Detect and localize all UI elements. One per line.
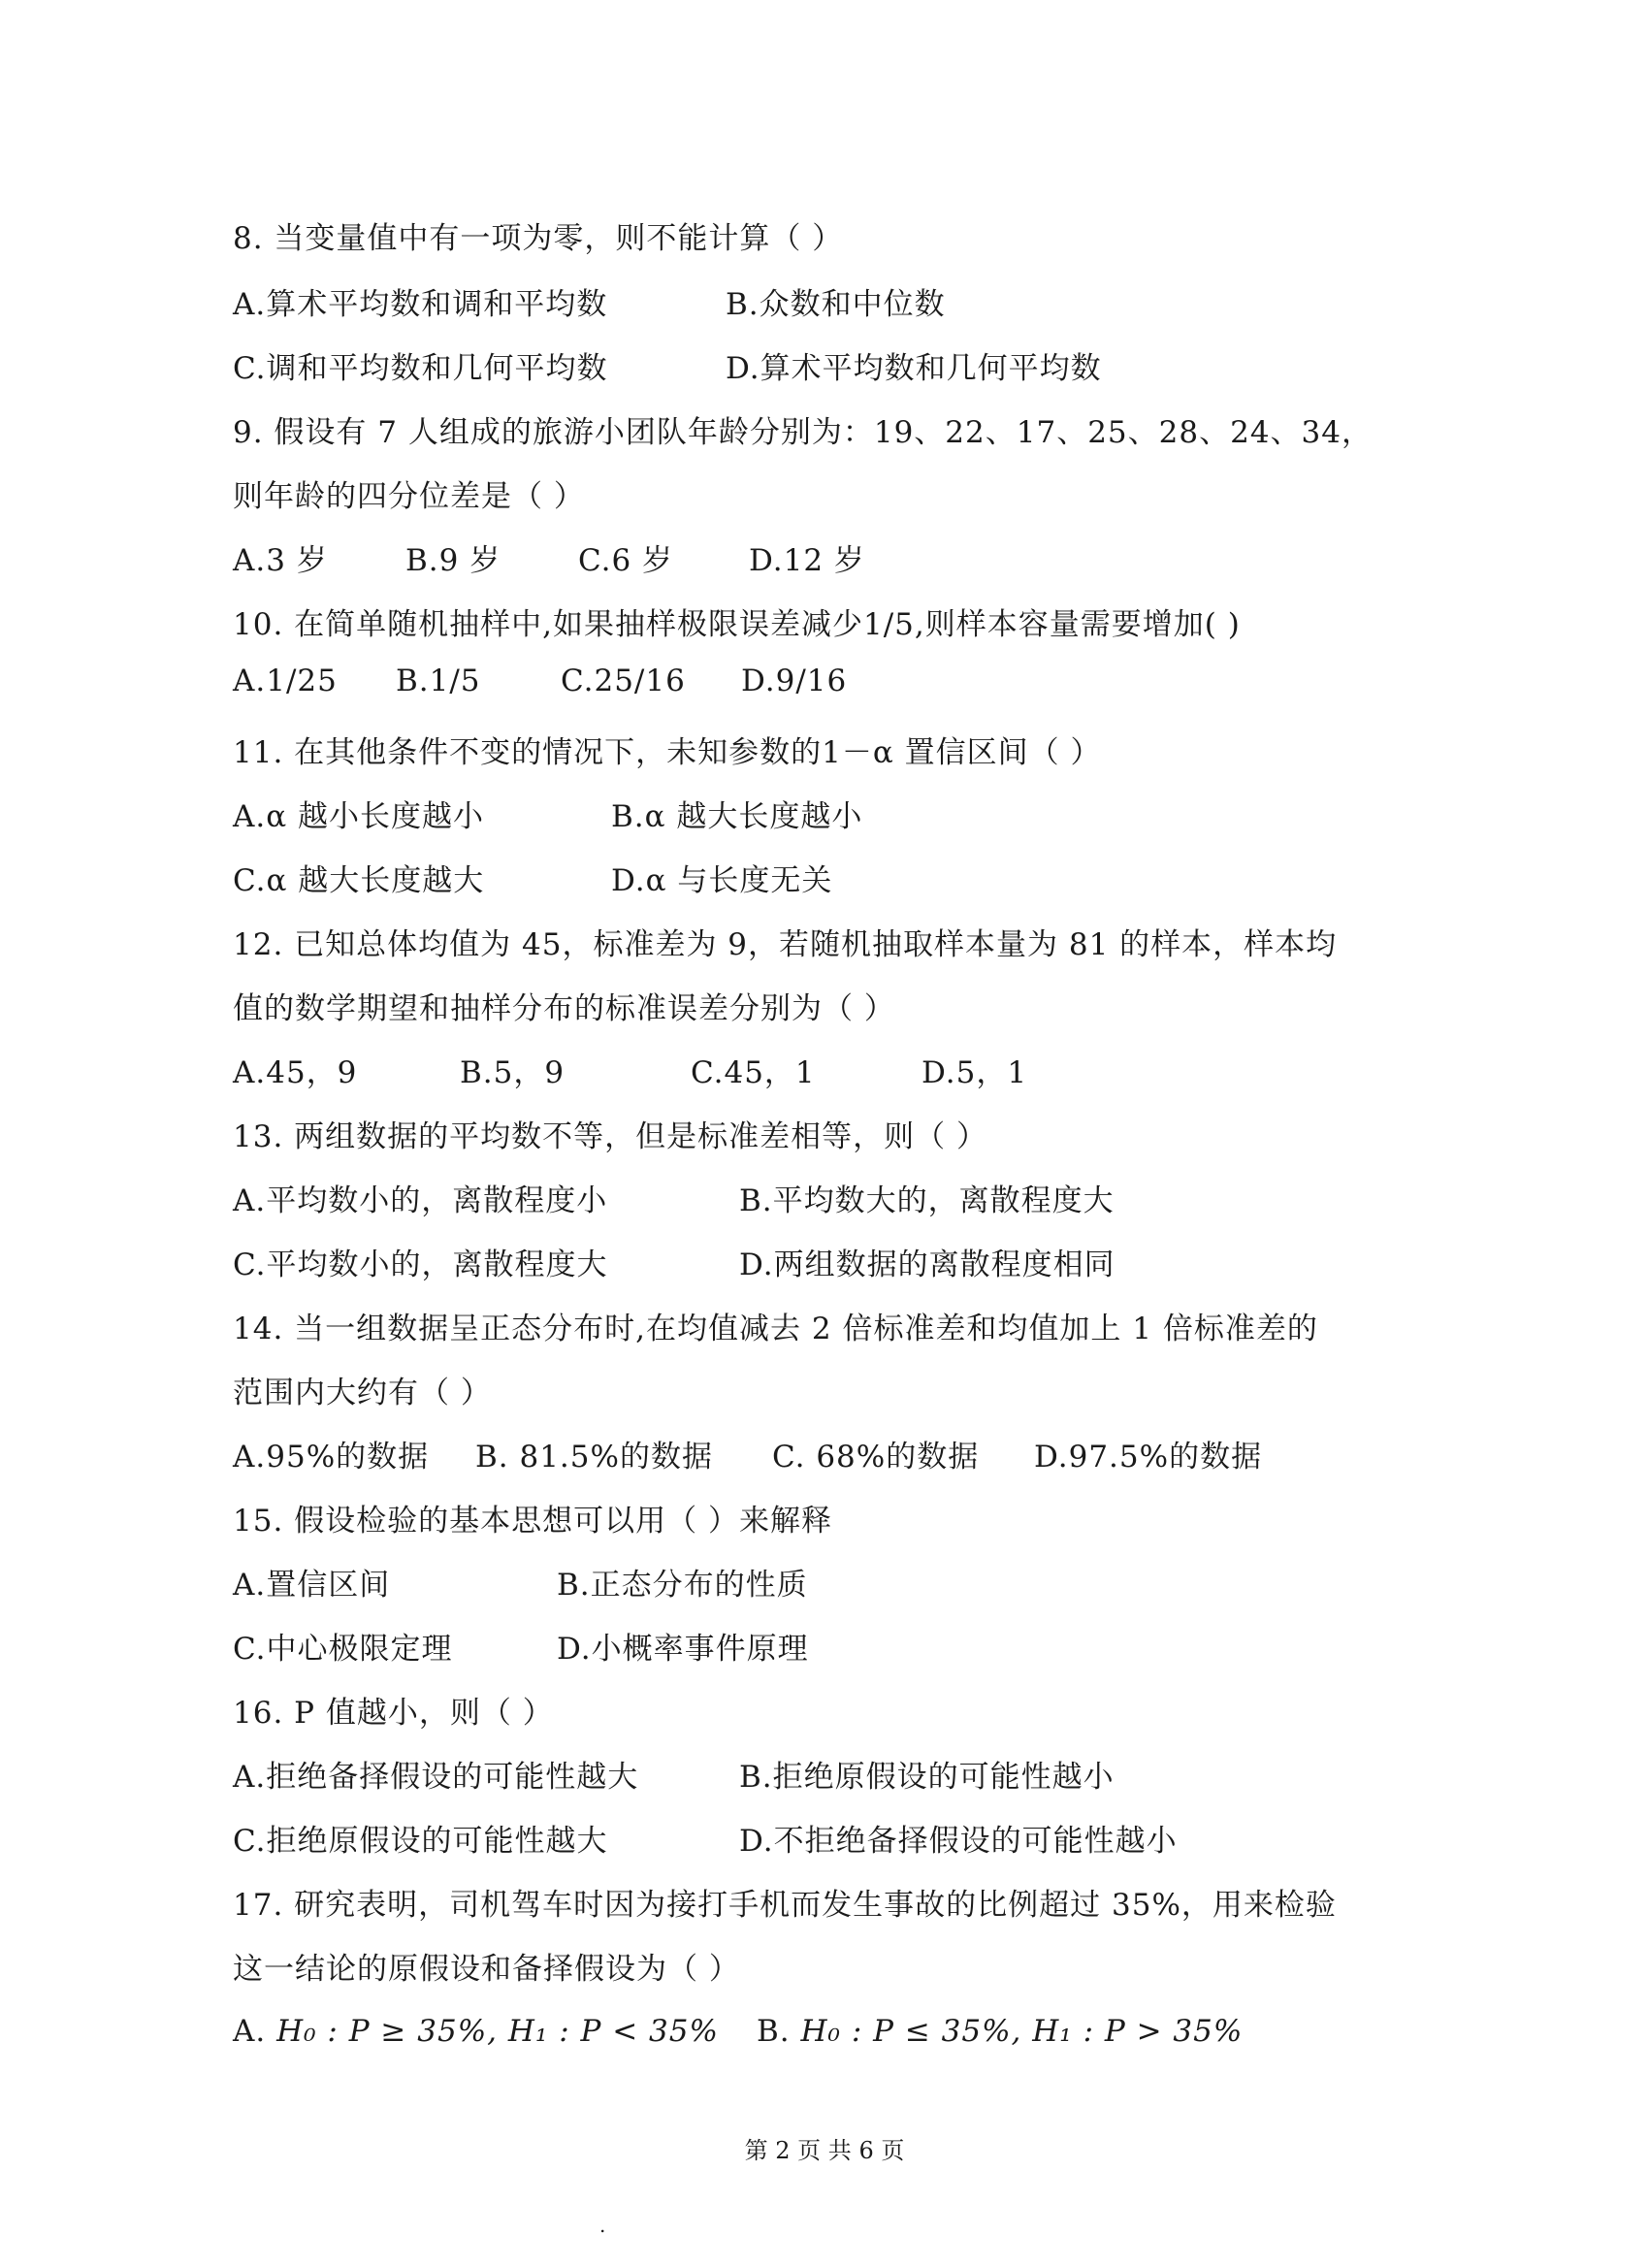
question-9-stem-line-1: 9. 假设有 7 人组成的旅游小团队年龄分别为：19、22、17、25、28、24、34，: [233, 415, 1373, 450]
question-16-stem: 16. P 值越小，则（ ）: [233, 1696, 554, 1731]
question-9-option-b: B.9 岁: [405, 543, 501, 578]
question-13-option-a: A.平均数小的，离散程度小: [233, 1183, 608, 1218]
question-12-stem-line-1: 12. 已知总体均值为 45，标准差为 9，若随机抽取样本量为 81 的样本，样本均: [233, 927, 1338, 962]
question-13-option-b: B.平均数大的，离散程度大: [739, 1183, 1115, 1218]
question-12-option-b: B.5，9: [460, 1055, 566, 1090]
question-14-stem-line-1: 14. 当一组数据呈正态分布时,在均值减去 2 倍标准差和均值加上 1 倍标准差的: [233, 1312, 1318, 1346]
question-14-option-d: D.97.5%的数据: [1034, 1440, 1263, 1474]
question-10-option-c: C.25/16: [561, 664, 686, 698]
question-13-stem: 13. 两组数据的平均数不等，但是标准差相等，则（ ）: [233, 1119, 988, 1154]
question-14-option-a: A.95%的数据: [233, 1440, 430, 1474]
question-14-stem-line-2: 范围内大约有（ ）: [233, 1376, 492, 1410]
question-9-stem-line-2: 则年龄的四分位差是（ ）: [233, 479, 585, 514]
question-17-option-a: [233, 2014, 719, 2049]
stray-mark: .: [599, 2214, 606, 2237]
question-12-stem-line-2: 值的数学期望和抽样分布的标准误差分别为（ ）: [233, 991, 895, 1026]
question-8-option-c: C.调和平均数和几何平均数: [233, 351, 608, 386]
question-10-stem: 10. 在简单随机抽样中,如果抽样极限误差减少1/5,则样本容量需要增加( ): [233, 607, 1241, 642]
option-b-letter: B.: [757, 2014, 801, 2049]
question-16-option-d: D.不拒绝备择假设的可能性越小: [739, 1824, 1178, 1859]
question-16-option-c: C.拒绝原假设的可能性越大: [233, 1824, 608, 1859]
question-12-option-c: C.45，1: [691, 1055, 816, 1090]
question-8-option-b: B.众数和中位数: [726, 287, 946, 322]
question-11-stem: 11. 在其他条件不变的情况下，未知参数的1－α 置信区间（ ）: [233, 735, 1102, 770]
question-8-option-d: D.算术平均数和几何平均数: [726, 351, 1102, 386]
question-14-option-b: B. 81.5%的数据: [475, 1440, 713, 1474]
question-11-option-d: D.α 与长度无关: [611, 863, 833, 898]
question-16-option-b: B.拒绝原假设的可能性越小: [739, 1760, 1115, 1795]
question-11-option-a: A.α 越小长度越小: [233, 799, 485, 834]
question-15-option-c: C.中心极限定理: [233, 1632, 453, 1667]
option-a-letter: A.: [233, 2014, 277, 2049]
question-9-option-a: A.3 岁: [233, 543, 328, 578]
question-15-option-b: B.正态分布的性质: [557, 1568, 808, 1603]
question-16-option-a: A.拒绝备择假设的可能性越大: [233, 1760, 639, 1795]
question-17-stem-line-2: 这一结论的原假设和备择假设为（ ）: [233, 1952, 740, 1987]
question-11-option-b: B.α 越大长度越小: [611, 799, 863, 834]
question-10-option-b: B.1/5: [396, 664, 481, 698]
question-12-option-a: A.45，9: [233, 1055, 358, 1090]
question-17-option-b: [757, 2014, 1243, 2049]
question-11-option-c: C.α 越大长度越大: [233, 863, 485, 898]
page-number-footer: 第 2 页 共 6 页: [744, 2137, 905, 2164]
question-13-option-d: D.两组数据的离散程度相同: [739, 1247, 1116, 1282]
option-a-formula: H₀ : P ≥ 35%, H₁ : P < 35%: [276, 2014, 719, 2049]
question-12-option-d: D.5，1: [922, 1055, 1028, 1090]
question-9-option-c: C.6 岁: [578, 543, 674, 578]
question-17-stem-line-1: 17. 研究表明，司机驾车时因为接打手机而发生事故的比例超过 35%，用来检验: [233, 1888, 1337, 1923]
question-8-option-a: A.算术平均数和调和平均数: [233, 287, 608, 322]
option-b-formula: H₀ : P ≤ 35%, H₁ : P > 35%: [800, 2014, 1244, 2049]
question-15-option-d: D.小概率事件原理: [557, 1632, 809, 1667]
question-10-option-d: D.9/16: [741, 664, 848, 698]
question-8-stem: 8. 当变量值中有一项为零，则不能计算（ ）: [233, 221, 844, 256]
question-15-option-a: A.置信区间: [233, 1568, 391, 1603]
question-13-option-c: C.平均数小的，离散程度大: [233, 1247, 608, 1282]
question-10-option-a: A.1/25: [233, 664, 338, 698]
question-9-option-d: D.12 岁: [749, 543, 865, 578]
question-15-stem: 15. 假设检验的基本思想可以用（ ）来解释: [233, 1504, 833, 1539]
question-14-option-c: C. 68%的数据: [772, 1440, 980, 1474]
